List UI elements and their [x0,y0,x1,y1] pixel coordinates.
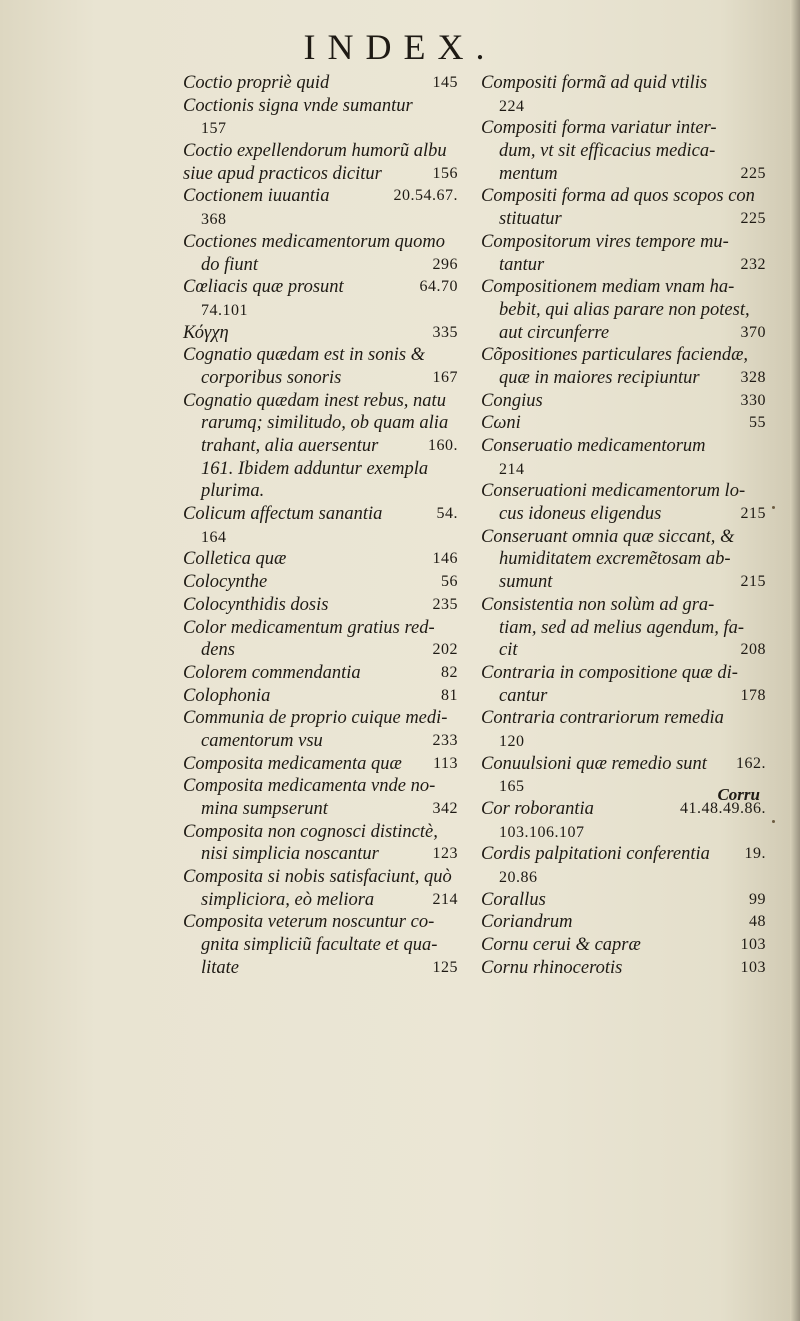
entry-text: dum, vt sit efficacius medica- [499,141,716,162]
index-entry [183,322,458,345]
entry-line [183,254,458,277]
entry-line [183,548,458,571]
page-reference: 335 [432,323,458,341]
index-entry [481,957,766,980]
index-entry [481,390,766,413]
entry-text: Cognatio quædam inest rebus, natu [183,390,446,411]
entry-line [183,957,458,980]
entry-text: plurima. [201,481,265,502]
entry-line [183,843,458,866]
page-reference: 74.101 [201,301,248,319]
page-reference: 162. [736,754,766,772]
page-edge-shadow [790,0,800,1321]
entry-text: nisi simplicia noscantur [201,844,379,865]
entry-text: siue apud practicos dicitur [183,163,382,184]
entry-line [183,435,458,458]
entry-text: Contraria in compositione quæ di- [481,662,738,683]
page-reference: 103 [740,958,766,976]
index-entry [183,571,458,594]
catchword: Corru [717,785,760,804]
entry-text: Cœliacis quæ prosunt [183,277,344,298]
entry-line [183,617,458,640]
page-reference: 20.54.67. [393,187,458,205]
index-column-left [183,72,458,980]
entry-line [481,571,766,594]
page-reference: 164 [201,528,227,546]
entry-text: Composita veterum noscuntur co- [183,912,435,933]
entry-text: Colletica quæ [183,549,287,570]
page-reference: 156 [432,164,458,182]
index-entry [183,95,458,140]
entry-line [183,730,458,753]
index-entry [183,617,458,662]
entry-line [183,934,458,957]
entry-line [183,140,458,163]
entry-text: Coctio expellendorum humorũ albu [183,141,447,162]
entry-line [183,117,458,140]
entry-line [183,344,458,367]
entry-text: rarumq; similitudo, ob quam alia [201,413,449,434]
page-reference: 368 [201,211,227,229]
page-reference: 224 [499,97,525,115]
page-reference: 342 [432,800,458,817]
page-reference: 370 [740,323,766,341]
entry-text: bebit, qui alias parare non potest, [499,299,750,320]
entry-text: Congius [481,390,543,411]
page-reference: 328 [740,368,766,386]
page-reference: 233 [432,731,458,749]
entry-text: Cordis palpitationi conferentia [481,844,710,865]
index-entry [183,548,458,571]
entry-line [481,390,766,413]
page-reference: 330 [740,391,766,409]
entry-text: Colicum affectum sanantia [183,504,383,525]
entry-line [183,798,458,821]
index-entry [481,662,766,707]
index-entry [183,685,458,708]
entry-text: Conseruationi medicamentorum lo- [481,481,746,502]
entry-text: cantur [499,685,548,706]
entry-line [481,72,766,95]
entry-text: Κόγχη [183,322,229,343]
index-entry [481,889,766,912]
index-entry [183,707,458,752]
page-reference: 56 [441,573,458,591]
entry-line [481,753,766,776]
entry-line [183,889,458,912]
page-reference: 41.48.49.86. [680,800,766,817]
index-entry [183,662,458,685]
entry-line [183,276,458,299]
entry-text: Composita non cognosci distinctè, [183,821,438,842]
entry-line [183,821,458,844]
index-entry [481,594,766,662]
page-reference: 48 [749,913,766,931]
index-entry [481,185,766,230]
entry-line [183,299,458,322]
index-entry [481,435,766,480]
index-entry [183,344,458,389]
entry-text: simpliciora, eò meliora [201,889,375,910]
entry-text: Contraria contrariorum remedia [481,708,724,729]
entry-text: mentum [499,163,558,184]
entry-line [183,231,458,254]
entry-text: Compositi forma ad quos scopos con [481,186,755,207]
entry-line [183,685,458,708]
entry-text: Conseruant omnia quæ siccant, & [481,526,735,547]
entry-line [481,617,766,640]
page-reference: 178 [740,686,766,704]
entry-line [183,72,458,95]
entry-text: Cornu rhinocerotis [481,957,623,978]
entry-line [183,707,458,730]
ink-speck [772,506,775,509]
index-entry [183,185,458,230]
page-reference: 235 [432,595,458,613]
entry-line [481,548,766,571]
entry-text: Composita medicamenta quæ [183,753,402,774]
entry-text: Coctiones medicamentorum quomo [183,231,446,252]
page-reference: 165 [499,778,525,796]
entry-line [183,594,458,617]
entry-line [481,934,766,957]
entry-line [183,322,458,345]
index-entry [183,276,458,321]
entry-line [481,458,766,481]
index-entry [183,503,458,548]
index-column-right [481,72,766,980]
index-entry [481,276,766,344]
entry-text: Corallus [481,889,546,910]
page-reference: 145 [432,74,458,91]
index-entry [183,753,458,776]
entry-text: Cωni [481,413,521,434]
index-entry [481,344,766,389]
entry-text: Colorem commendantia [183,662,361,683]
entry-text: Composita medicamenta vnde no- [183,776,436,797]
entry-line [481,322,766,345]
entry-text: 161. Ibidem adduntur exempla [201,458,429,479]
entry-line [183,866,458,889]
page-reference: 103.106.107 [499,823,585,841]
entry-text: stituatur [499,209,562,230]
entry-text: Cornu cerui & capræ [481,935,641,956]
entry-line [183,208,458,231]
entry-text: tiam, sed ad melius agendum, fa- [499,617,745,638]
entry-line [481,117,766,140]
entry-line [481,730,766,753]
entry-text: Colocynthe [183,572,268,593]
entry-line [481,412,766,435]
entry-line [481,299,766,322]
page-reference: 214 [499,460,525,478]
entry-text: Cognatio quædam est in sonis & [183,345,426,366]
page-reference: 81 [441,686,458,704]
entry-text: trahant, alia auersentur [201,436,379,456]
entry-line [183,95,458,118]
index-entry [183,231,458,276]
page-reference: 225 [740,210,766,228]
index-entry [183,594,458,617]
entry-text: Colophonia [183,685,271,706]
entry-line [481,185,766,208]
entry-text: Cõpositiones particulares faciendæ, [481,345,749,366]
page-reference: 82 [441,663,458,681]
entry-line [481,254,766,277]
entry-text: gnita simpliciũ facultate et qua- [201,935,438,956]
index-entry [481,72,766,117]
entry-line [183,412,458,435]
entry-line [481,208,766,231]
entry-line [183,775,458,798]
entry-line [481,526,766,549]
entry-line [183,639,458,662]
page-reference: 103 [740,936,766,954]
entry-line [481,95,766,118]
entry-text: sumunt [499,572,553,593]
entry-line [183,526,458,549]
entry-line [481,662,766,685]
page-reference: 214 [432,890,458,908]
index-entry [481,934,766,957]
index-entry [183,72,458,95]
entry-text: aut circunferre [499,322,610,343]
entry-text: quæ in maiores recipiuntur [499,367,700,388]
page-reference: 146 [432,550,458,568]
entry-line [183,911,458,934]
index-entry [481,707,766,752]
ink-speck [772,820,775,823]
entry-line [481,866,766,889]
page-reference: 54. [436,505,458,523]
index-entry [481,526,766,594]
entry-line [481,707,766,730]
page-reference: 55 [749,414,766,432]
page-reference: 167 [432,368,458,386]
entry-text: litate [201,957,240,978]
entry-text: Compositorum vires tempore mu- [481,231,729,252]
entry-line [481,821,766,844]
entry-text: cus idoneus eligendus [499,504,662,525]
entry-text: tantur [499,254,545,275]
entry-line [183,458,458,481]
index-entry [183,390,458,503]
entry-text: Coctionis signa vnde sumantur [183,95,413,116]
page-reference: 215 [740,505,766,523]
page-reference: 113 [433,754,458,772]
entry-line [481,889,766,912]
entry-line [481,344,766,367]
entry-text: mina sumpserunt [201,799,328,819]
entry-text: Cor roborantia [481,799,594,819]
entry-line [481,639,766,662]
entry-line [481,957,766,980]
entry-line [183,571,458,594]
entry-text: corporibus sonoris [201,367,342,388]
entry-text: Conseruatio medicamentorum [481,436,706,456]
entry-text: Composita si nobis satisfaciunt, quò [183,867,452,888]
page-reference: 120 [499,732,525,750]
index-entry [481,843,766,888]
entry-text: dens [201,640,235,661]
index-entry [183,911,458,979]
entry-line [183,480,458,503]
index-entry [481,412,766,435]
page-reference: 296 [432,255,458,273]
entry-text: Compositi formã ad quid vtilis [481,73,708,93]
entry-text: Coctio propriè quid [183,73,330,93]
page-reference: 160. [428,437,458,454]
entry-text: cit [499,640,518,661]
entry-line [481,140,766,163]
entry-text: camentorum vsu [201,730,323,751]
index-entry [481,231,766,276]
entry-text: Coctionem iuuantia [183,186,330,207]
entry-line [481,480,766,503]
page-reference: 125 [432,958,458,976]
page-reference: 157 [201,120,227,138]
entry-line [481,843,766,866]
entry-line [183,753,458,776]
entry-text: do fiunt [201,254,259,275]
page-reference: 19. [744,845,766,863]
index-entry [183,866,458,911]
index-entry [481,117,766,185]
entry-line [183,662,458,685]
entry-line [481,276,766,299]
page-reference: 215 [740,573,766,591]
index-entry [481,480,766,525]
entry-line [481,231,766,254]
page-reference: 123 [432,845,458,863]
page-reference: 20.86 [499,869,538,887]
index-entry [183,821,458,866]
index-entry [183,775,458,820]
entry-text: Compositionem mediam vnam ha- [481,277,735,298]
entry-line [481,435,766,458]
entry-text: Colocynthidis dosis [183,594,329,615]
entry-text: Color medicamentum gratius red- [183,617,435,638]
page-reference: 99 [749,890,766,908]
entry-line [183,367,458,390]
entry-line [481,163,766,186]
page-reference: 64.70 [419,278,458,296]
entry-line [481,594,766,617]
entry-text: Coriandrum [481,912,573,933]
entry-line [481,367,766,390]
entry-text: Consistentia non solùm ad gra- [481,594,715,615]
entry-line [481,685,766,708]
entry-text: Conuulsioni quæ remedio sunt [481,753,707,774]
index-entry [481,911,766,934]
entry-text: humiditatem excremẽtosam ab- [499,549,731,570]
entry-line [183,390,458,413]
entry-line [183,503,458,526]
page-reference: 225 [740,164,766,182]
entry-line [481,911,766,934]
page-reference: 208 [740,641,766,659]
page-reference: 202 [432,641,458,659]
page-reference: 232 [740,255,766,273]
entry-text: Communia de proprio cuique medi- [183,708,448,729]
index-entry [183,140,458,185]
page-title: INDEX. [303,27,497,67]
entry-line [183,185,458,208]
entry-line [481,503,766,526]
entry-text: Compositi forma variatur inter- [481,118,717,139]
entry-line [183,163,458,186]
